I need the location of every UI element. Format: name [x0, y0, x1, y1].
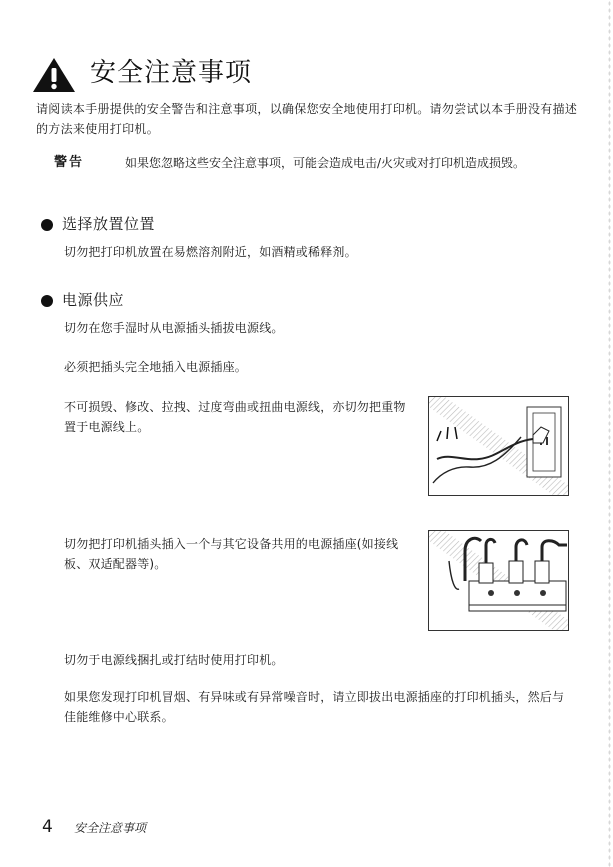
section-title-power: 电源供应 — [62, 291, 125, 309]
power-paragraph-5: 切勿于电源线捆扎或打结时使用打印机。 — [64, 653, 284, 667]
shared-outlet-illustration — [428, 530, 569, 631]
power-paragraph-6: 如果您发现打印机冒烟、有异味或有异常噪音时，请立即拔出电源插座的打印机插头，然后与佳能维修中心联系。 — [64, 690, 565, 724]
page-title: 安全注意事项 — [90, 58, 253, 88]
power-paragraph-2: 必须把插头完全地插入电源插座。 — [64, 360, 248, 374]
warning-text: 如果您忽略这些安全注意事项，可能会造成电击/火灾或对打印机造成损毁。 — [125, 156, 526, 170]
page-edge-texture — [608, 0, 611, 867]
power-paragraph-3: 不可损毁、修改、拉拽、过度弯曲或扭曲电源线，亦切勿把重物置于电源线上。 — [64, 400, 406, 434]
power-paragraph-1: 切勿在您手湿时从电源插头插拔电源线。 — [64, 321, 284, 335]
bullet-icon — [41, 219, 53, 231]
warning-label: 警告 — [54, 155, 85, 170]
bullet-icon — [41, 295, 53, 307]
page-number: 4 — [42, 817, 53, 837]
section-title-placement: 选择放置位置 — [62, 215, 156, 233]
cord-damage-illustration — [428, 396, 569, 496]
warning-triangle-icon — [32, 57, 76, 93]
intro-text: 请阅读本手册提供的安全警告和注意事项，以确保您安全地使用打印机。请勿尝试以本手册没有描述的方法来使用打印机。 — [36, 102, 578, 136]
footer-section-name: 安全注意事项 — [74, 821, 147, 835]
power-paragraph-4: 切勿把打印机插头插入一个与其它设备共用的电源插座(如接线板、双适配器等)。 — [64, 537, 399, 571]
placement-paragraph: 切勿把打印机放置在易燃溶剂附近，如酒精或稀释剂。 — [64, 245, 357, 259]
